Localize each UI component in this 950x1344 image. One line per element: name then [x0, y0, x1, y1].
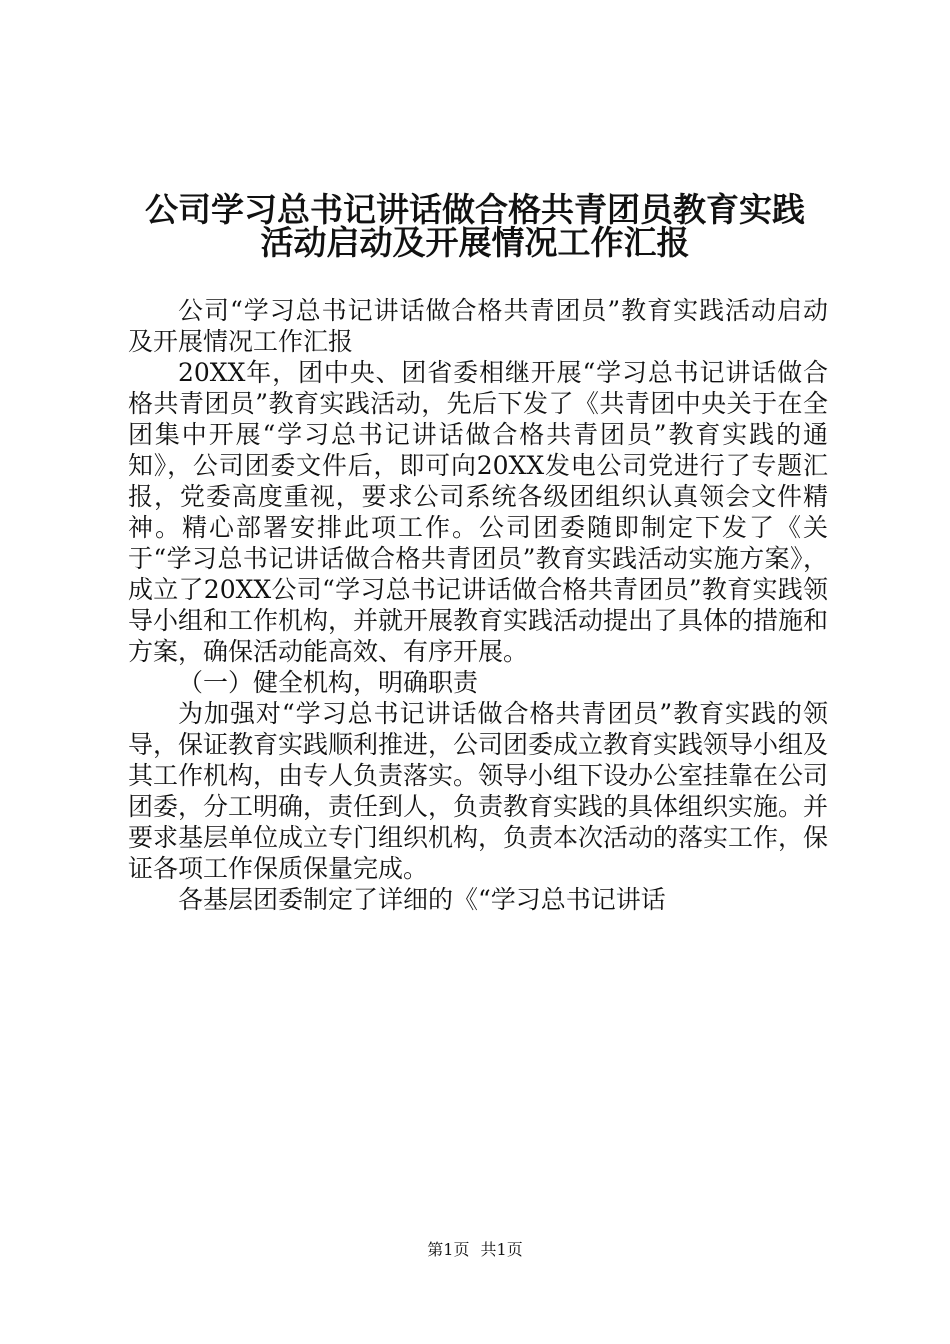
body-paragraph-intro: 20XX年，团中央、团省委相继开展“学习总书记讲话做合格共青团员”教育实践活动，先后下发了《共青团中央关于在全团集中开展“学习总书记讲话做合格共青团员”教育实践的通知》，公司团委文件后，即可向20XX发电公司党进行了专题汇报，党委高度重视，要求公司系统各级团组织认真领会文件精神。精心部署安排此项工作。公司团委随即制定下发了《关于“学习总书记讲话做合格共青团员”教育实践活动实施方案》，成立了20XX公司“学习总书记讲话做合格共青团员”教育实践领导小组和工作机构，并就开展教育实践活动提出了具体的措施和方案，确保活动能高效、有序开展。 [128, 358, 829, 666]
body-paragraph-continued: 各基层团委制定了详细的《“学习总书记讲话 [178, 885, 666, 914]
document-title-line-1: 公司学习总书记讲话做合格共青团员教育实践 [145, 190, 805, 229]
page-number: 第1页 [427, 1240, 470, 1259]
body-paragraph-organization: 为加强对“学习总书记讲话做合格共青团员”教育实践的领导，保证教育实践顺利推进，公司团委成立教育实践领导小组及其工作机构，由专人负责落实。领导小组下设办公室挂靠在公司团委，分工明确，责任到人，负责教育实践的具体组织实施。并要求基层单位成立专门组织机构，负责本次活动的落实工作，保证各项工作保质保量完成。 [128, 699, 829, 883]
document-title-line-2: 活动启动及开展情况工作汇报 [260, 223, 690, 262]
body-paragraph-subtitle: 公司“学习总书记讲话做合格共青团员”教育实践活动启动及开展情况工作汇报 [128, 296, 828, 356]
page-total: 共1页 [480, 1240, 523, 1259]
page-footer [0, 1240, 950, 1260]
section-heading: （一）健全机构，明确职责 [178, 668, 479, 697]
document-body [128, 295, 828, 915]
